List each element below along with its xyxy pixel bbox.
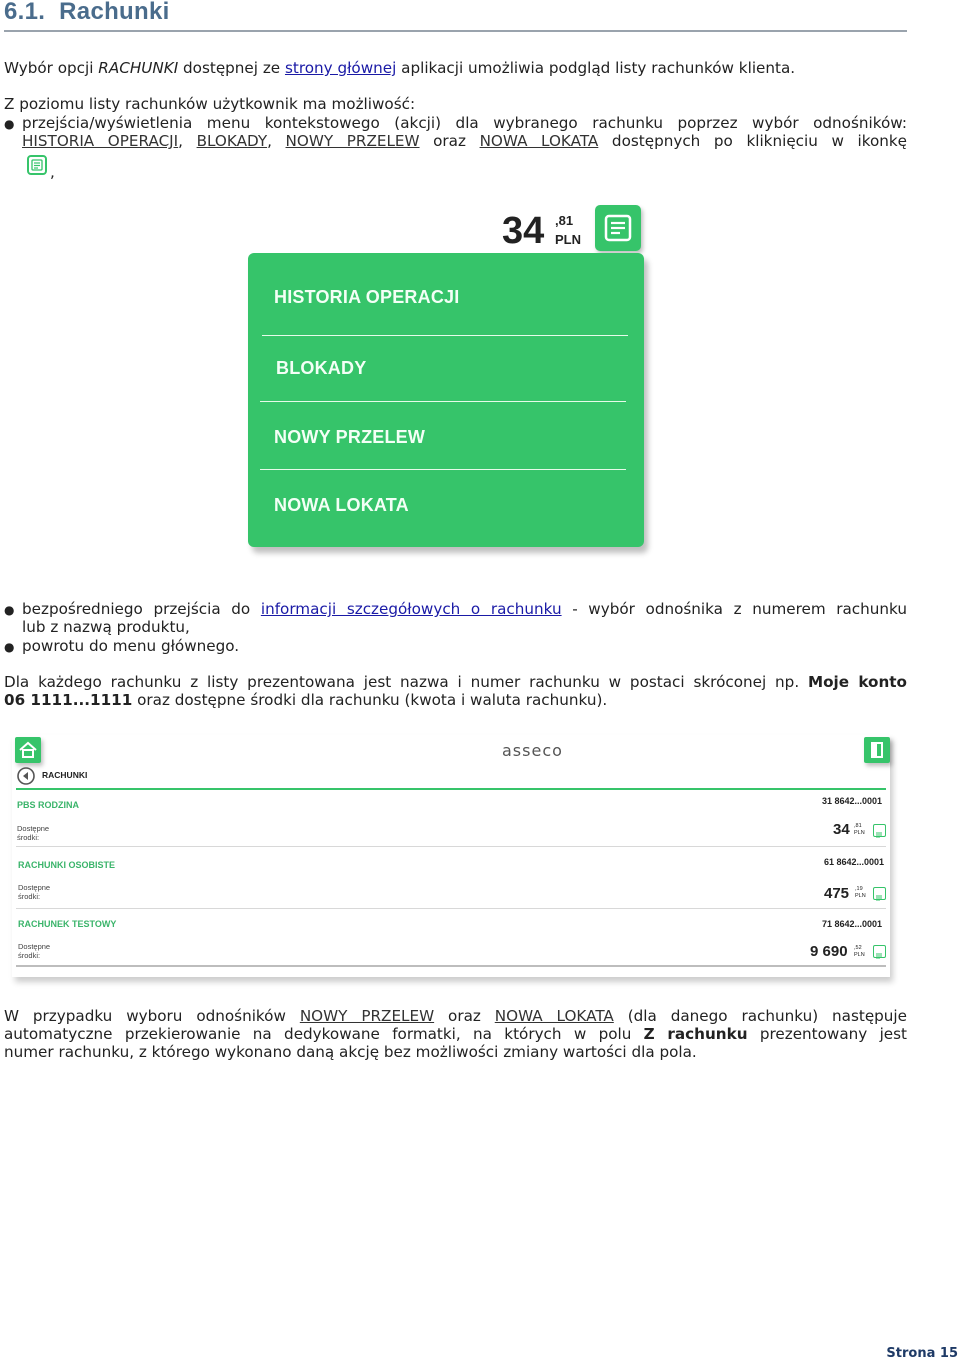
bullet2-line2: lub z nazwą produktu, bbox=[22, 618, 190, 636]
link-nowa-lokata[interactable]: NOWA LOKATA bbox=[479, 132, 599, 150]
bullet-context-menu bbox=[0, 114, 960, 184]
bullet1-line2 bbox=[22, 132, 907, 151]
accounts-screenshot bbox=[12, 735, 894, 985]
redirect-pre: W przypadku wyboru odnośników bbox=[4, 1007, 300, 1025]
menu-list-icon bbox=[874, 893, 884, 903]
section-number: 6.1. bbox=[4, 0, 46, 25]
link-nowy-przelew[interactable]: NOWY PRZELEW bbox=[299, 1007, 435, 1025]
list-desc-line2 bbox=[4, 691, 907, 710]
redirect-line2-post: prezentowany jest bbox=[747, 1025, 908, 1043]
menu-amount-main: 34 bbox=[502, 210, 545, 252]
example-account-number: 06 1111...1111 bbox=[4, 691, 133, 709]
menu-currency: PLN bbox=[555, 232, 581, 247]
menu-divider bbox=[262, 335, 628, 336]
account-cents: ,19 PLN bbox=[855, 886, 866, 899]
available-label: Dostępne środki: bbox=[17, 824, 50, 842]
bullet1-tail: dostępnych po kliknięciu w ikonkę bbox=[598, 132, 908, 150]
available-label: Dostępne środki: bbox=[18, 883, 51, 901]
context-menu bbox=[248, 253, 644, 547]
bullet-dot: ● bbox=[4, 603, 15, 617]
home-button[interactable] bbox=[15, 737, 41, 763]
account-number[interactable]: 61 8642...0001 bbox=[824, 857, 885, 867]
account-cents: ,52 PLN bbox=[854, 945, 865, 958]
back-icon[interactable] bbox=[16, 766, 36, 786]
menu-divider bbox=[260, 469, 626, 470]
account-name[interactable]: RACHUNKI OSOBISTE bbox=[18, 860, 116, 870]
menu-item-nowa-lokata[interactable]: NOWA LOKATA bbox=[274, 495, 409, 515]
bullet2-pre: bezpośredniego przejścia do bbox=[22, 600, 261, 618]
menu-item-nowy-przelew[interactable]: NOWY PRZELEW bbox=[274, 427, 426, 447]
redirect-line1 bbox=[4, 1007, 907, 1026]
bullet1-line1: przejścia/wyświetlenia menu kontekstowego (akcji) dla wybranego rachunku poprzez wybór odnośników: bbox=[22, 114, 907, 132]
asseco-logo: asseco bbox=[502, 741, 563, 760]
account-amount: 475 bbox=[824, 885, 850, 902]
accounts-frame bbox=[12, 735, 890, 977]
account-number[interactable]: 31 8642...0001 bbox=[822, 796, 883, 806]
logout-button[interactable] bbox=[864, 737, 890, 763]
menu-list-icon bbox=[874, 830, 884, 840]
row-divider bbox=[16, 965, 886, 967]
separator: oraz bbox=[419, 132, 480, 150]
menu-list-icon bbox=[27, 155, 47, 175]
redirect-mid: oraz bbox=[434, 1007, 495, 1025]
example-account-name: Moje konto bbox=[808, 673, 907, 691]
bullet2-line1 bbox=[22, 600, 907, 619]
menu-amount-cents: ,81 bbox=[555, 213, 574, 228]
intro-text-post: aplikacji umożliwia podgląd listy rachunków klienta. bbox=[396, 59, 796, 77]
menu-item-blokady[interactable]: BLOKADY bbox=[276, 358, 367, 378]
open-menu-button[interactable] bbox=[595, 205, 641, 251]
bullet3-text: powrotu do menu głównego. bbox=[22, 637, 240, 655]
header-divider bbox=[16, 788, 886, 790]
link-nowa-lokata[interactable]: NOWA LOKATA bbox=[494, 1007, 614, 1025]
link-historia-operacji[interactable]: HISTORIA OPERACJI bbox=[22, 132, 179, 150]
heading-divider bbox=[4, 30, 907, 32]
redirect-line2 bbox=[4, 1025, 907, 1044]
account-amount: 9 690 bbox=[810, 943, 848, 960]
door-icon bbox=[864, 737, 890, 763]
menu-list-icon bbox=[874, 951, 884, 961]
bullet-dot: ● bbox=[4, 640, 15, 654]
link-nowy-przelew[interactable]: NOWY PRZELEW bbox=[285, 132, 420, 150]
intro-option-name: RACHUNKI bbox=[98, 59, 179, 77]
account-amount: 34 bbox=[833, 821, 850, 838]
row-divider bbox=[16, 846, 886, 847]
list-desc-line1 bbox=[4, 673, 907, 692]
link-blokady[interactable]: BLOKADY bbox=[196, 132, 268, 150]
context-menu-screenshot bbox=[248, 201, 654, 563]
redirect-line3: numer rachunku, z którego wykonano daną akcję bez możliwości zmiany wartości dla pola. bbox=[4, 1043, 697, 1061]
home-icon bbox=[15, 737, 41, 763]
account-menu-button[interactable] bbox=[873, 887, 886, 900]
menu-item-historia-operacji[interactable]: HISTORIA OPERACJI bbox=[274, 287, 460, 307]
section-heading bbox=[4, 0, 170, 26]
account-cents: ,81 PLN bbox=[854, 823, 865, 836]
row-divider bbox=[16, 908, 886, 909]
section-title: Rachunki bbox=[59, 0, 170, 25]
account-name[interactable]: RACHUNEK TESTOWY bbox=[18, 919, 117, 929]
menu-divider bbox=[260, 401, 626, 402]
bullet-dot: ● bbox=[4, 117, 15, 131]
available-label: Dostępne środki: bbox=[18, 942, 51, 960]
redirect-line2-pre: automatyczne przekierowanie na dedykowane formatki, na których w polu bbox=[4, 1025, 644, 1043]
separator: , bbox=[267, 132, 286, 150]
main-page-link[interactable]: strony głównej bbox=[284, 59, 397, 77]
field-name-z-rachunku: Z rachunku bbox=[643, 1025, 748, 1043]
icon-trailing-comma: , bbox=[50, 163, 55, 181]
bullet2-post: - wybór odnośnika z numerem rachunku bbox=[561, 600, 907, 618]
intro-text-pre: Wybór opcji bbox=[4, 59, 99, 77]
account-menu-button[interactable] bbox=[873, 824, 886, 837]
redirect-post: (dla danego rachunku) następuje bbox=[613, 1007, 907, 1025]
separator: , bbox=[178, 132, 197, 150]
intro-text-mid: dostępnej ze bbox=[178, 59, 285, 77]
menu-list-icon bbox=[595, 205, 641, 251]
possibilities-lead: Z poziomu listy rachunków użytkownik ma możliwość: bbox=[4, 95, 416, 113]
list-desc-pre: Dla każdego rachunku z listy prezentowana jest nazwa i numer rachunku w postaci skróconej np. bbox=[4, 673, 808, 691]
list-desc-post: oraz dostępne środki dla rachunku (kwota i waluta rachunku). bbox=[132, 691, 608, 709]
page-number: Strona 15 bbox=[886, 1346, 958, 1361]
account-name[interactable]: PBS RODZINA bbox=[17, 800, 80, 810]
intro-paragraph bbox=[4, 59, 914, 78]
account-menu-button[interactable] bbox=[873, 945, 886, 958]
account-number[interactable]: 71 8642...0001 bbox=[822, 919, 883, 929]
bullet-details bbox=[0, 600, 960, 660]
breadcrumb: RACHUNKI bbox=[42, 770, 88, 780]
account-details-link[interactable]: informacji szczegółowych o rachunku bbox=[260, 600, 562, 618]
